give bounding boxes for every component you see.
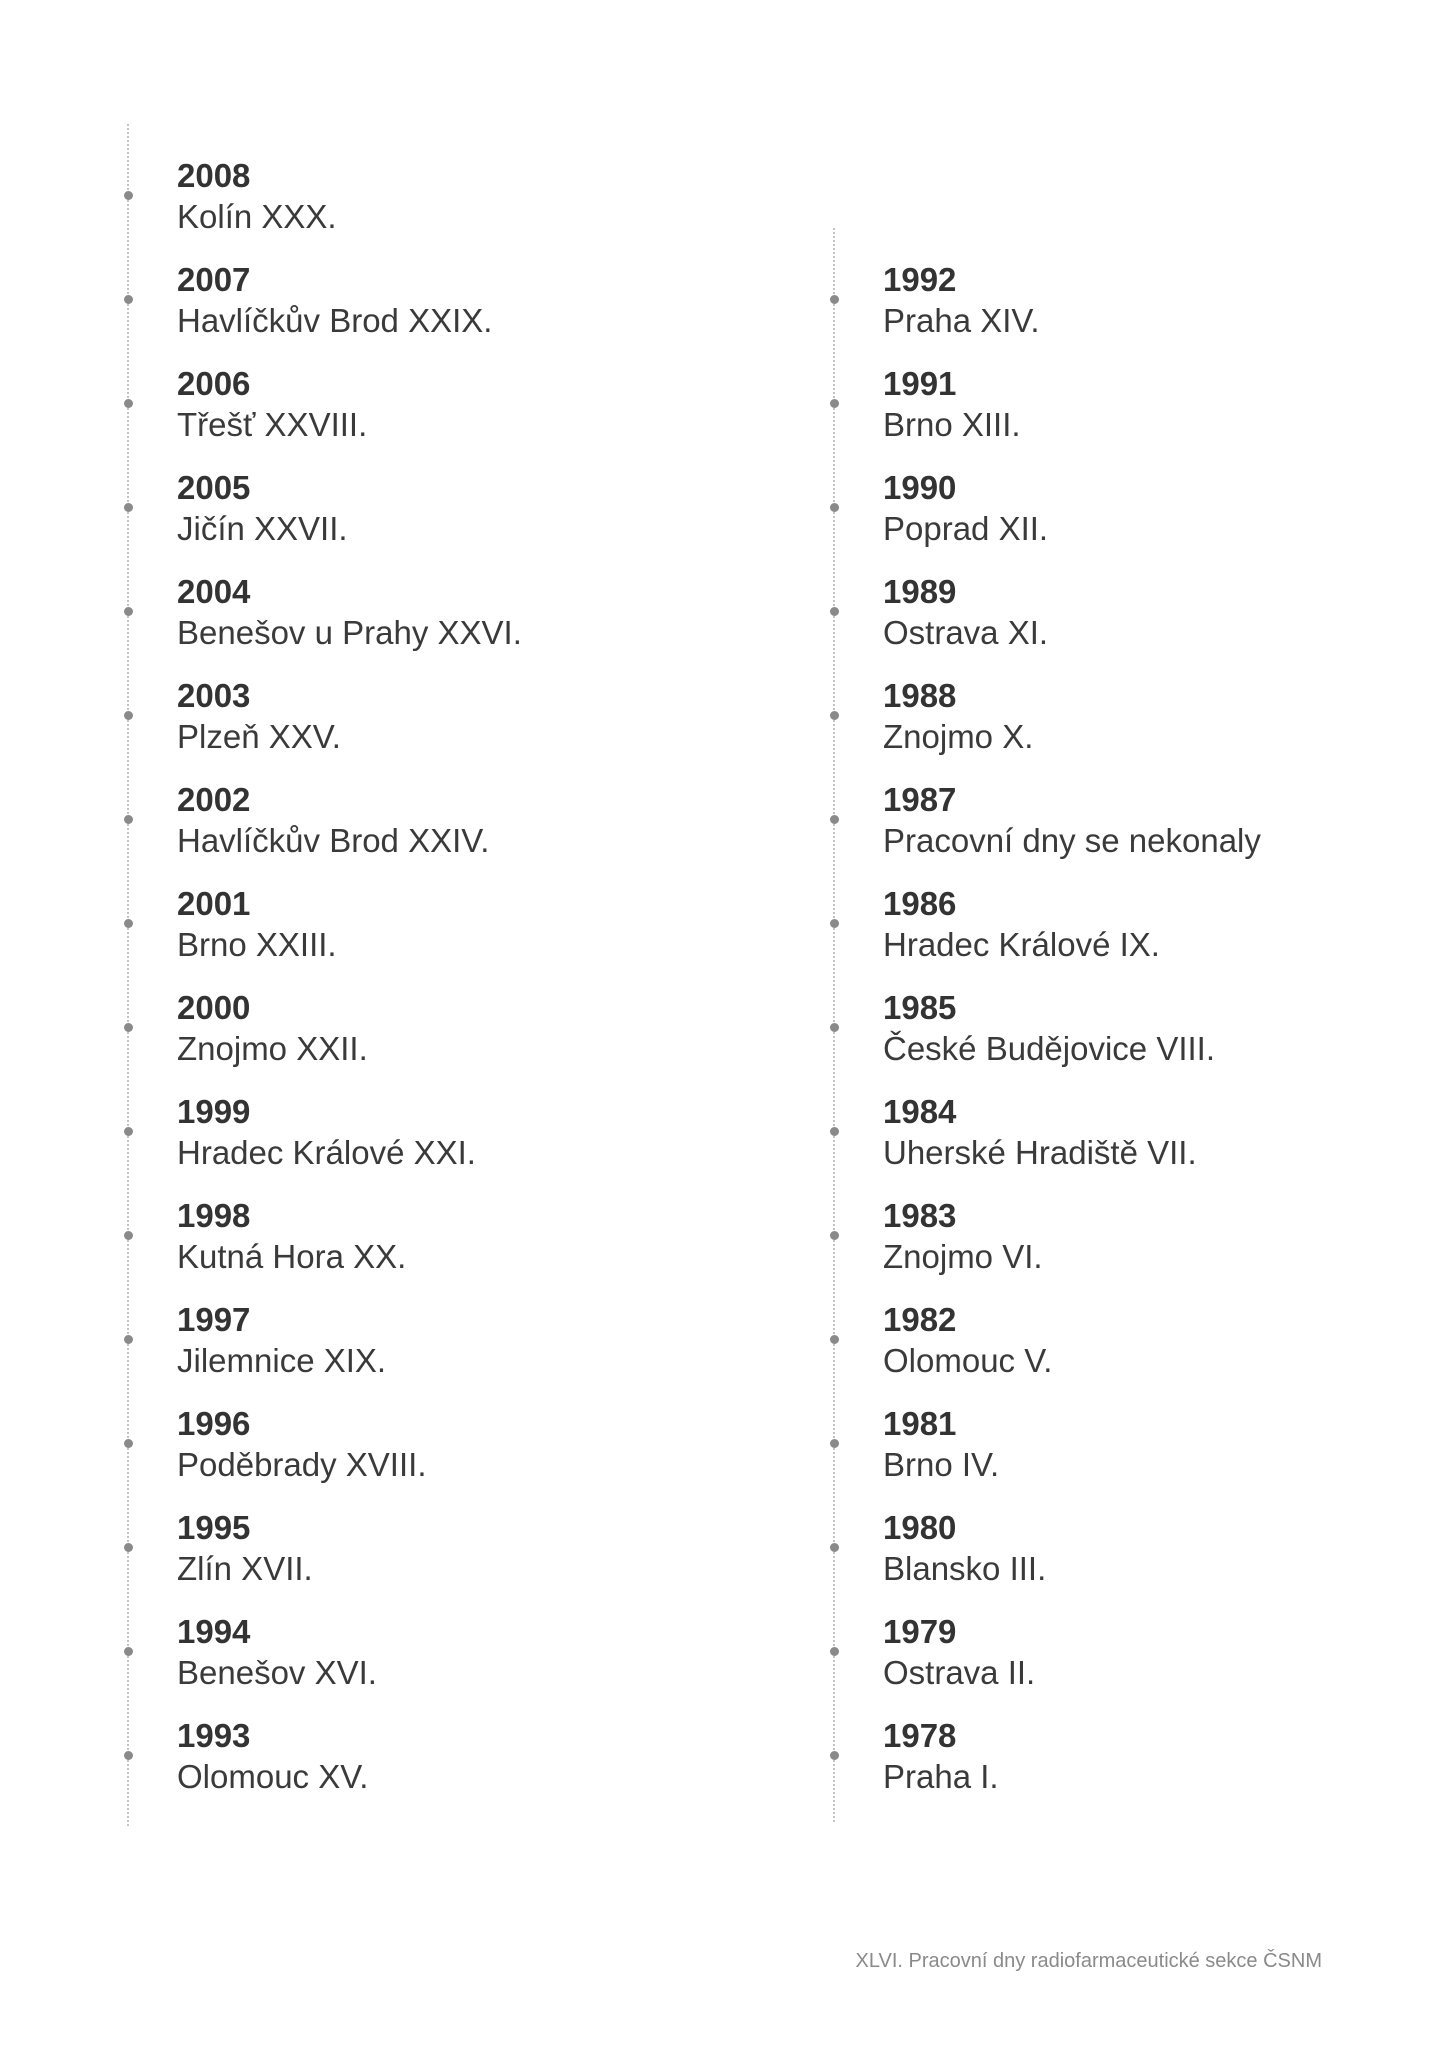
entry-year: 1990 [883, 469, 957, 506]
timeline-dot-icon [124, 919, 133, 928]
timeline-dot-icon [830, 1127, 839, 1136]
timeline-dot-icon [124, 503, 133, 512]
entry-place: Hradec Králové IX. [883, 926, 1160, 963]
entry-year: 1988 [883, 677, 957, 714]
entry-year: 1998 [177, 1197, 251, 1234]
entry-year: 2001 [177, 885, 251, 922]
entry-year: 1992 [883, 261, 957, 298]
timeline-dot-icon [830, 295, 839, 304]
entry-place: Olomouc V. [883, 1342, 1053, 1379]
entry-year: 2004 [177, 573, 251, 610]
entry-year: 1983 [883, 1197, 957, 1234]
entry-year: 1979 [883, 1613, 957, 1650]
entry-year: 2006 [177, 365, 251, 402]
entry-place: Benešov XVI. [177, 1654, 377, 1691]
entry-year: 2000 [177, 989, 251, 1026]
entry-place: Uherské Hradiště VII. [883, 1134, 1197, 1171]
entry-year: 1989 [883, 573, 957, 610]
entry-place: Kutná Hora XX. [177, 1238, 407, 1275]
entry-year: 1987 [883, 781, 957, 818]
entry-year: 1980 [883, 1509, 957, 1546]
timeline-dot-icon [124, 711, 133, 720]
timeline-rail [127, 124, 129, 1826]
timeline-dot-icon [124, 191, 133, 200]
entry-year: 2002 [177, 781, 251, 818]
timeline-dot-icon [830, 711, 839, 720]
entry-year: 1978 [883, 1717, 957, 1754]
entry-place: Hradec Králové XXI. [177, 1134, 476, 1171]
entry-place: Třešť XXVIII. [177, 406, 368, 443]
entry-year: 1995 [177, 1509, 251, 1546]
entry-place: Ostrava XI. [883, 614, 1049, 651]
timeline-dot-icon [124, 1127, 133, 1136]
entry-place: Brno XXIII. [177, 926, 337, 963]
timeline-dot-icon [124, 1023, 133, 1032]
timeline-dot-icon [124, 399, 133, 408]
entry-place: Olomouc XV. [177, 1758, 369, 1795]
entry-place: České Budějovice VIII. [883, 1030, 1215, 1067]
entry-place: Benešov u Prahy XXVI. [177, 614, 522, 651]
timeline-dot-icon [830, 1751, 839, 1760]
entry-place: Jilemnice XIX. [177, 1342, 387, 1379]
timeline-dot-icon [124, 815, 133, 824]
timeline-dot-icon [830, 1335, 839, 1344]
timeline-dot-icon [124, 1335, 133, 1344]
page-footer: XLVI. Pracovní dny radiofarmaceutické sekce ČSNM [855, 1950, 1322, 1972]
entry-year: 1986 [883, 885, 957, 922]
entry-place: Kolín XXX. [177, 198, 337, 235]
entry-place: Blansko III. [883, 1550, 1047, 1587]
entry-year: 1996 [177, 1405, 251, 1442]
entry-year: 1984 [883, 1093, 957, 1130]
entry-place: Havlíčkův Brod XXIV. [177, 822, 490, 859]
timeline-dot-icon [830, 607, 839, 616]
entry-place: Pracovní dny se nekonaly [883, 822, 1261, 859]
timeline-dot-icon [830, 815, 839, 824]
entry-place: Brno XIII. [883, 406, 1021, 443]
entry-place: Znojmo VI. [883, 1238, 1043, 1275]
timeline-dot-icon [830, 1647, 839, 1656]
entry-place: Havlíčkův Brod XXIX. [177, 302, 493, 339]
timeline-dot-icon [830, 1231, 839, 1240]
entry-place: Znojmo X. [883, 718, 1034, 755]
entry-place: Plzeň XXV. [177, 718, 341, 755]
timeline-dot-icon [830, 1543, 839, 1552]
timeline-dot-icon [124, 1647, 133, 1656]
entry-place: Praha I. [883, 1758, 999, 1795]
entry-place: Poděbrady XVIII. [177, 1446, 427, 1483]
entry-year: 1993 [177, 1717, 251, 1754]
entry-year: 1985 [883, 989, 957, 1026]
timeline-dot-icon [124, 1439, 133, 1448]
timeline-dot-icon [124, 1751, 133, 1760]
entry-place: Praha XIV. [883, 302, 1040, 339]
timeline-dot-icon [124, 295, 133, 304]
entry-year: 1999 [177, 1093, 251, 1130]
entry-year: 1994 [177, 1613, 251, 1650]
timeline-dot-icon [830, 919, 839, 928]
entry-year: 1981 [883, 1405, 957, 1442]
timeline-dot-icon [124, 1543, 133, 1552]
timeline-dot-icon [830, 1023, 839, 1032]
entry-year: 1982 [883, 1301, 957, 1338]
entry-place: Znojmo XXII. [177, 1030, 368, 1067]
entry-year: 2007 [177, 261, 251, 298]
timeline-dot-icon [830, 399, 839, 408]
entry-year: 1991 [883, 365, 957, 402]
entry-place: Ostrava II. [883, 1654, 1036, 1691]
timeline-dot-icon [830, 503, 839, 512]
entry-place: Jičín XXVII. [177, 510, 348, 547]
timeline-dot-icon [124, 607, 133, 616]
entry-year: 2005 [177, 469, 251, 506]
entry-place: Brno IV. [883, 1446, 1000, 1483]
entry-place: Poprad XII. [883, 510, 1049, 547]
timeline-dot-icon [124, 1231, 133, 1240]
entry-year: 2008 [177, 157, 251, 194]
entry-year: 2003 [177, 677, 251, 714]
entry-year: 1997 [177, 1301, 251, 1338]
timeline-dot-icon [830, 1439, 839, 1448]
entry-place: Zlín XVII. [177, 1550, 313, 1587]
